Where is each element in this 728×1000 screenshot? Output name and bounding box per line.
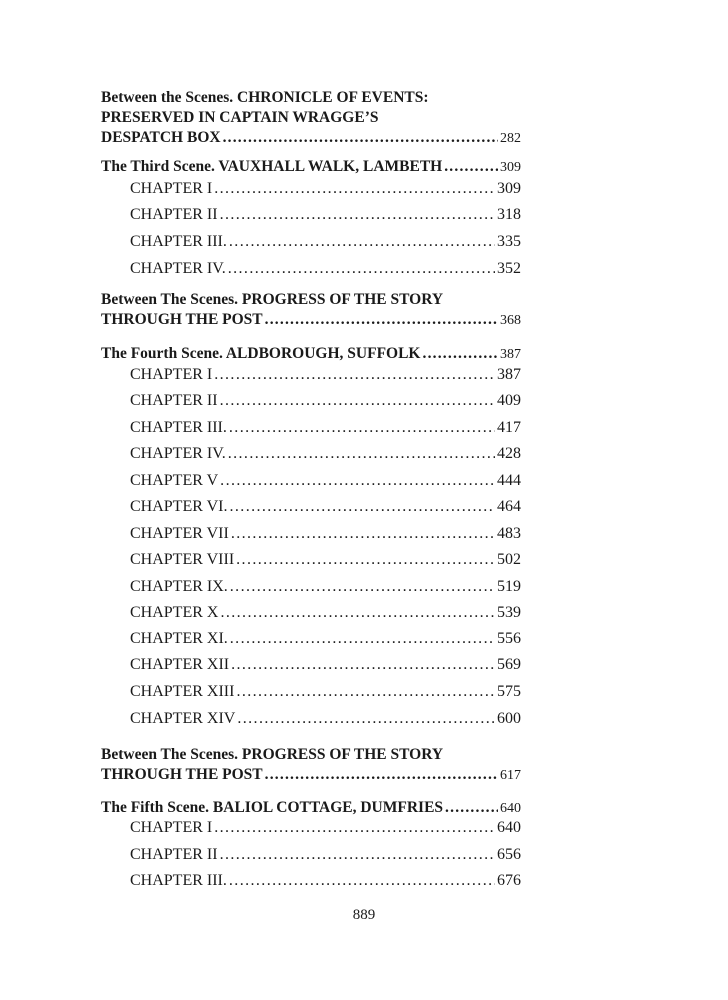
dot-leader [229, 418, 495, 438]
toc-chapter-title: CHAPTER II [130, 392, 218, 409]
toc-page-number: 464 [497, 498, 521, 515]
toc-page-number: 335 [497, 233, 521, 250]
toc-chapter-entry [130, 232, 521, 252]
toc-page-number: 676 [497, 872, 521, 889]
toc-section-title-line: THROUGH THE POST [101, 766, 263, 783]
toc-page-number: 368 [500, 313, 521, 328]
toc-chapter-title: CHAPTER XII [130, 656, 230, 673]
toc-chapter-title: CHAPTER I [130, 819, 213, 836]
dot-leader [220, 845, 495, 865]
toc-chapter-entry [130, 655, 521, 675]
toc-chapter-title: CHAPTER XIII [130, 683, 235, 700]
dot-leader [220, 603, 495, 623]
dot-leader [228, 259, 495, 279]
toc-page-number: 387 [497, 366, 521, 383]
toc-page-number: 569 [497, 656, 521, 673]
toc-section-entry [101, 290, 521, 331]
toc-page-number: 656 [497, 846, 521, 863]
dot-leader [223, 128, 498, 148]
dot-leader [220, 391, 495, 411]
toc-chapter-entry [130, 365, 521, 385]
toc-chapter-title: CHAPTER II [130, 206, 218, 223]
toc-page-number: 309 [497, 180, 521, 197]
toc-chapter-entry [130, 709, 521, 729]
toc-chapter-title: CHAPTER VI. [130, 498, 228, 515]
toc-chapter-title: CHAPTER III. [130, 872, 227, 889]
toc-section-entry [101, 344, 521, 365]
toc-chapter-title: CHAPTER VIII [130, 551, 235, 568]
dot-leader [220, 471, 495, 491]
toc-chapter-entry [130, 471, 521, 491]
toc-page-number: 352 [497, 260, 521, 277]
toc-section-title-line: THROUGH THE POST [101, 311, 263, 328]
toc-section-title-line: The Fourth Scene. ALDBOROUGH, SUFFOLK [101, 345, 421, 362]
toc-page-number: 640 [500, 801, 521, 816]
toc-section-title-line: Between the Scenes. CHRONICLE OF EVENTS: [101, 89, 429, 106]
dot-leader [237, 709, 495, 729]
toc-chapter-title: CHAPTER II [130, 846, 218, 863]
toc-chapter-entry [130, 391, 521, 411]
toc-page-number: 556 [497, 630, 521, 647]
toc-page-number: 444 [497, 472, 521, 489]
toc-chapter-title: CHAPTER VII [130, 525, 229, 542]
dot-leader [236, 682, 495, 702]
dot-leader [230, 497, 496, 517]
toc-chapter-entry [130, 629, 521, 649]
dot-leader [231, 524, 495, 544]
toc-page-number: 409 [497, 392, 521, 409]
toc-chapter-entry [130, 577, 521, 597]
toc-section-entry [101, 745, 521, 786]
toc-chapter-entry [130, 682, 521, 702]
toc-chapter-entry [130, 550, 521, 570]
toc-section-title-line: Between The Scenes. PROGRESS OF THE STORY [101, 291, 444, 308]
toc-section-title-line: PRESERVED IN CAPTAIN WRAGGE’S [101, 109, 379, 126]
toc-chapter-entry [130, 524, 521, 544]
toc-section-title-line: The Third Scene. VAUXHALL WALK, LAMBETH [101, 158, 443, 175]
dot-leader [231, 655, 495, 675]
toc-page-number: 282 [500, 131, 521, 146]
toc-chapter-title: CHAPTER III. [130, 419, 227, 436]
dot-leader [423, 344, 499, 364]
toc-chapter-title: CHAPTER XI. [130, 630, 228, 647]
dot-leader [229, 232, 495, 252]
toc-chapter-entry [130, 497, 521, 517]
dot-leader [265, 765, 498, 785]
toc-section-title-line: The Fifth Scene. BALIOL COTTAGE, DUMFRIES [101, 799, 444, 816]
toc-section-title-line: Between The Scenes. PROGRESS OF THE STORY [101, 746, 444, 763]
dot-leader [444, 157, 498, 177]
toc-chapter-title: CHAPTER XIV [130, 710, 236, 727]
dot-leader [214, 179, 495, 199]
toc-chapter-entry [130, 603, 521, 623]
toc-chapter-title: CHAPTER III. [130, 233, 227, 250]
toc-chapter-title: CHAPTER IV. [130, 260, 226, 277]
toc-page-number: 483 [497, 525, 521, 542]
toc-chapter-entry [130, 444, 521, 464]
toc-section-entry [101, 798, 521, 819]
toc-chapter-entry [130, 418, 521, 438]
dot-leader [445, 798, 498, 818]
toc-page-number: 309 [500, 160, 521, 175]
toc-chapter-title: CHAPTER V [130, 472, 219, 489]
dot-leader [220, 205, 495, 225]
toc-chapter-entry [130, 845, 521, 865]
toc-section-entry [101, 157, 521, 178]
toc-chapter-entry [130, 179, 521, 199]
toc-section-entry [101, 88, 521, 149]
dot-leader [230, 577, 495, 597]
toc-chapter-entry [130, 871, 521, 891]
dot-leader [214, 365, 495, 385]
dot-leader [214, 818, 495, 838]
toc-page-number: 428 [497, 445, 521, 462]
dot-leader [228, 444, 495, 464]
dot-leader [236, 550, 495, 570]
toc-chapter-entry [130, 205, 521, 225]
toc-chapter-title: CHAPTER I [130, 366, 213, 383]
toc-page-number: 502 [497, 551, 521, 568]
toc-page-number: 640 [497, 819, 521, 836]
toc-page-number: 600 [497, 710, 521, 727]
toc-chapter-entry [130, 259, 521, 279]
toc-page-number: 318 [497, 206, 521, 223]
toc-page-number: 617 [500, 768, 521, 783]
toc-page-number: 387 [500, 347, 521, 362]
toc-chapter-title: CHAPTER I [130, 180, 213, 197]
toc-chapter-title: CHAPTER IX. [130, 578, 228, 595]
toc-page-number: 575 [497, 683, 521, 700]
toc-section-title-line: DESPATCH BOX [101, 129, 221, 146]
toc-page-number: 519 [497, 578, 521, 595]
toc-chapter-title: CHAPTER IV. [130, 445, 226, 462]
dot-leader [265, 310, 498, 330]
toc-page-number: 539 [497, 604, 521, 621]
dot-leader [229, 871, 495, 891]
page-number-footer: 889 [352, 907, 376, 923]
dot-leader [230, 629, 495, 649]
toc-chapter-title: CHAPTER X [130, 604, 219, 621]
toc-chapter-entry [130, 818, 521, 838]
toc-page-number: 417 [497, 419, 521, 436]
